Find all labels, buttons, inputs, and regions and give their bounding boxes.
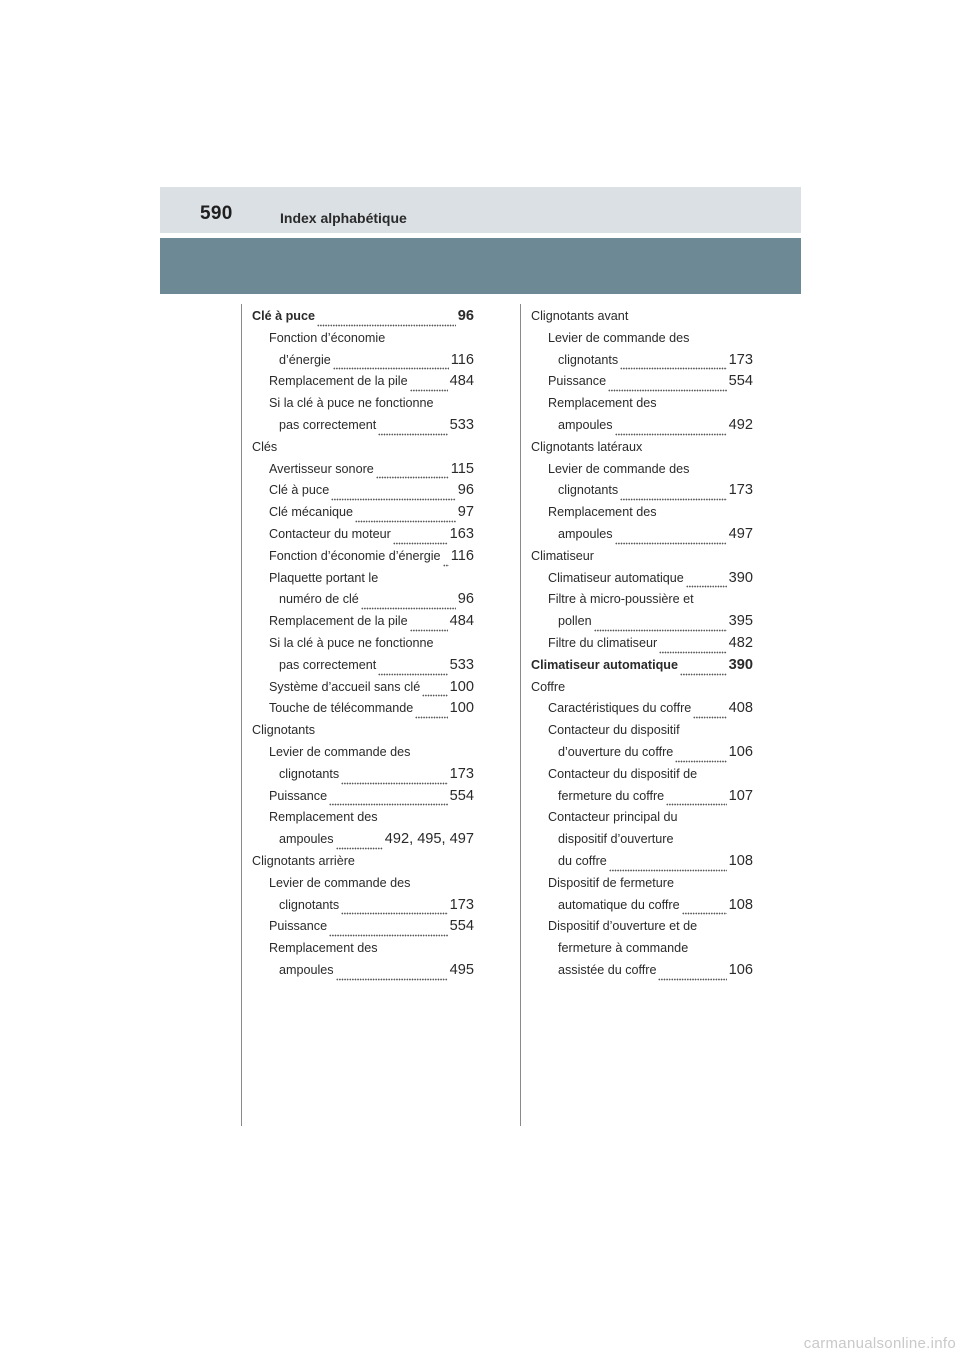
dot-leader [410, 626, 448, 633]
index-subentry [531, 720, 753, 764]
entry-text: du coffre [558, 853, 607, 868]
entry-text: pas correctement [279, 657, 377, 672]
index-subentry [252, 633, 474, 677]
page-reference[interactable]: 106 [728, 743, 753, 760]
page-reference[interactable]: 108 [728, 896, 753, 913]
entry-text: Dispositif de fermeture [548, 875, 674, 890]
index-subentry [252, 916, 474, 938]
page-reference[interactable]: 495 [449, 961, 474, 978]
dot-leader [341, 779, 447, 786]
entry-text: Remplacement des [269, 810, 378, 825]
entry-text: Levier de commande des [548, 461, 690, 476]
entry-text: Remplacement de la pile [269, 614, 408, 629]
entry-text: ampoules [558, 417, 613, 432]
entry-text: clignotants [558, 483, 619, 498]
index-subentry [252, 786, 474, 808]
entry-text: pas correctement [279, 417, 377, 432]
entry-text: Clignotants avant [531, 309, 629, 323]
entry-text: Remplacement des [548, 396, 657, 411]
page-reference[interactable]: 484 [449, 613, 474, 630]
index-entry [252, 306, 474, 328]
dot-leader [666, 800, 726, 807]
dot-leader [680, 670, 727, 677]
dot-leader [331, 495, 456, 502]
index-subentry [252, 502, 474, 524]
dot-leader [410, 386, 448, 393]
index-entry [252, 720, 474, 742]
index-subentry [531, 393, 753, 437]
dot-leader [615, 430, 727, 437]
page-reference[interactable]: 492 [728, 416, 753, 433]
dot-leader [658, 975, 726, 982]
index-subentry [252, 611, 474, 633]
entry-text: Remplacement des [269, 941, 378, 956]
page-reference[interactable]: 484 [449, 373, 474, 390]
page-reference[interactable]: 163 [449, 525, 474, 542]
entry-text: Fonction d’économie d’énergie [269, 548, 441, 563]
entry-text: Climatiseur automatique [548, 570, 684, 585]
page-reference[interactable]: 497 [728, 525, 753, 542]
dot-leader [620, 364, 726, 371]
index-entry [531, 546, 753, 568]
dot-leader [422, 691, 447, 698]
index-subentry [531, 873, 753, 917]
index-subentry [252, 393, 474, 437]
page-reference[interactable]: 173 [449, 765, 474, 782]
entry-text: fermeture à commande [558, 941, 689, 956]
entry-text: Coffre [531, 679, 566, 694]
index-subentry [531, 371, 753, 393]
index-subentry [531, 459, 753, 503]
page-reference[interactable]: 96 [457, 308, 474, 324]
dot-leader [336, 844, 383, 851]
index-subentry [252, 524, 474, 546]
dot-leader [333, 364, 449, 371]
page-reference[interactable]: 173 [449, 896, 474, 913]
index-subentry [252, 742, 474, 786]
dot-leader [355, 517, 456, 524]
dot-leader [693, 713, 726, 720]
page-reference[interactable]: 533 [449, 416, 474, 433]
page-number: 590 [200, 203, 233, 224]
index-subentry [531, 916, 753, 981]
index-subentry [252, 480, 474, 502]
index-entry [252, 851, 474, 873]
entry-text: Si la clé à puce ne fonctionne [269, 396, 434, 411]
entry-text: Levier de commande des [269, 744, 411, 759]
dot-leader [594, 626, 727, 633]
page-reference[interactable]: 116 [450, 351, 474, 368]
dot-leader [378, 670, 447, 677]
page-reference[interactable]: 173 [728, 351, 753, 368]
page-reference[interactable]: 107 [728, 787, 753, 804]
page-reference[interactable]: 96 [457, 591, 474, 608]
index-subentry [531, 328, 753, 372]
page-reference[interactable]: 533 [449, 656, 474, 673]
page-reference[interactable]: 173 [728, 482, 753, 499]
dot-leader [659, 648, 726, 655]
entry-text: pollen [558, 614, 592, 629]
entry-text: numéro de clé [279, 592, 359, 607]
dot-leader [329, 800, 448, 807]
index-subentry [252, 873, 474, 917]
watermark: carmanualsonline.info [803, 1335, 956, 1352]
page-reference[interactable]: 115 [450, 460, 474, 477]
entry-text: Clé à puce [269, 483, 330, 498]
entry-text: clignotants [279, 897, 340, 912]
dot-leader [615, 539, 727, 546]
entry-text: clignotants [558, 352, 619, 367]
dot-leader [336, 975, 448, 982]
entry-text: Filtre du climatiseur [548, 635, 658, 650]
dot-leader [620, 495, 726, 502]
index-subentry [252, 459, 474, 481]
page-reference[interactable]: 100 [449, 700, 474, 717]
index-subentry [252, 568, 474, 612]
index-column-right [531, 306, 753, 982]
index-entry [531, 655, 753, 677]
entry-text: Contacteur principal du [548, 810, 678, 825]
dot-leader [608, 386, 727, 393]
dot-leader [415, 713, 447, 720]
index-subentry [531, 589, 753, 633]
page-reference[interactable]: 116 [450, 547, 474, 564]
page-reference[interactable]: 100 [449, 678, 474, 695]
entry-text: Clignotants [252, 723, 316, 738]
dot-leader [378, 430, 447, 437]
entry-text: Clés [252, 439, 278, 454]
entry-text: Clé à puce [252, 309, 315, 323]
entry-text: Plaquette portant le [269, 570, 379, 585]
index-entry [531, 306, 753, 328]
dot-leader [609, 866, 727, 873]
index-subentry [252, 698, 474, 720]
dot-leader [682, 909, 727, 916]
page-reference[interactable]: 96 [457, 482, 474, 499]
entry-text: Contacteur du dispositif [548, 723, 680, 738]
entry-text: Système d’accueil sans clé [269, 679, 421, 694]
entry-text: Climatiseur automatique [531, 657, 678, 672]
page-reference[interactable]: 106 [728, 961, 753, 978]
index-subentry [252, 546, 474, 568]
index-subentry [531, 568, 753, 590]
page-reference[interactable]: 395 [728, 613, 753, 630]
entry-text: Contacteur du moteur [269, 526, 391, 541]
index-subentry [531, 502, 753, 546]
entry-text: Touche de télécommande [269, 701, 414, 716]
entry-text: Clignotants arrière [252, 853, 355, 868]
entry-text: Dispositif d’ouverture et de [548, 919, 698, 934]
entry-text: Clé mécanique [269, 505, 354, 520]
dot-leader [393, 539, 448, 546]
page-reference[interactable]: 390 [728, 569, 753, 586]
entry-text: Puissance [269, 788, 328, 803]
page-reference[interactable]: 108 [728, 852, 753, 869]
index-subentry [531, 807, 753, 872]
index-subentry [252, 938, 474, 982]
entry-text: ampoules [558, 526, 613, 541]
page-reference[interactable]: 554 [728, 373, 753, 390]
dot-leader [361, 604, 456, 611]
entry-text: Si la clé à puce ne fonctionne [269, 635, 434, 650]
index-subentry [531, 764, 753, 808]
entry-text: Caractéristiques du coffre [548, 701, 692, 716]
entry-text: d’énergie [279, 352, 331, 367]
header-band [160, 187, 801, 233]
entry-text: Contacteur du dispositif de [548, 766, 698, 781]
page-reference[interactable]: 554 [449, 787, 474, 804]
entry-text: Fonction d’économie [269, 330, 386, 345]
page-reference[interactable]: 390 [728, 656, 753, 673]
section-title: Index alphabétique [280, 210, 407, 226]
index-subentry [252, 807, 474, 851]
section-color-band [160, 238, 801, 294]
page-reference[interactable]: 408 [728, 700, 753, 717]
index-subentry [252, 677, 474, 699]
entry-text: dispositif d’ouverture [558, 832, 674, 847]
entry-text: Levier de commande des [269, 875, 411, 890]
entry-text: Levier de commande des [548, 330, 690, 345]
page-reference[interactable]: 492, 495, 497 [384, 831, 474, 848]
entry-text: Remplacement des [548, 505, 657, 520]
index-entry [531, 677, 753, 699]
dot-leader [376, 473, 449, 480]
entry-text: Remplacement de la pile [269, 374, 408, 389]
entry-text: Clignotants latéraux [531, 439, 643, 454]
entry-text: ampoules [279, 832, 334, 847]
page-reference[interactable]: 482 [728, 634, 753, 651]
index-subentry [531, 698, 753, 720]
index-subentry [531, 633, 753, 655]
index-entry [252, 437, 474, 459]
page-reference[interactable]: 554 [449, 918, 474, 935]
column-divider-left [241, 304, 242, 1126]
page-reference[interactable]: 97 [457, 504, 474, 521]
entry-text: Avertisseur sonore [269, 461, 374, 476]
entry-text: Puissance [269, 919, 328, 934]
entry-text: clignotants [279, 766, 340, 781]
dot-leader [675, 757, 726, 764]
entry-text: assistée du coffre [558, 962, 657, 977]
entry-text: ampoules [279, 962, 334, 977]
index-subentry [252, 328, 474, 372]
index-column-left [252, 306, 474, 982]
column-divider-right [520, 304, 521, 1126]
entry-text: Climatiseur [531, 548, 594, 563]
dot-leader [317, 321, 456, 328]
dot-leader [341, 909, 447, 916]
dot-leader [329, 931, 448, 938]
dot-leader [443, 561, 449, 568]
entry-text: fermeture du coffre [558, 788, 665, 803]
index-entry [531, 437, 753, 459]
entry-text: Filtre à micro-poussière et [548, 592, 694, 607]
entry-text: Puissance [548, 374, 607, 389]
entry-text: automatique du coffre [558, 897, 680, 912]
entry-text: d’ouverture du coffre [558, 744, 674, 759]
dot-leader [686, 582, 727, 589]
index-subentry [252, 371, 474, 393]
